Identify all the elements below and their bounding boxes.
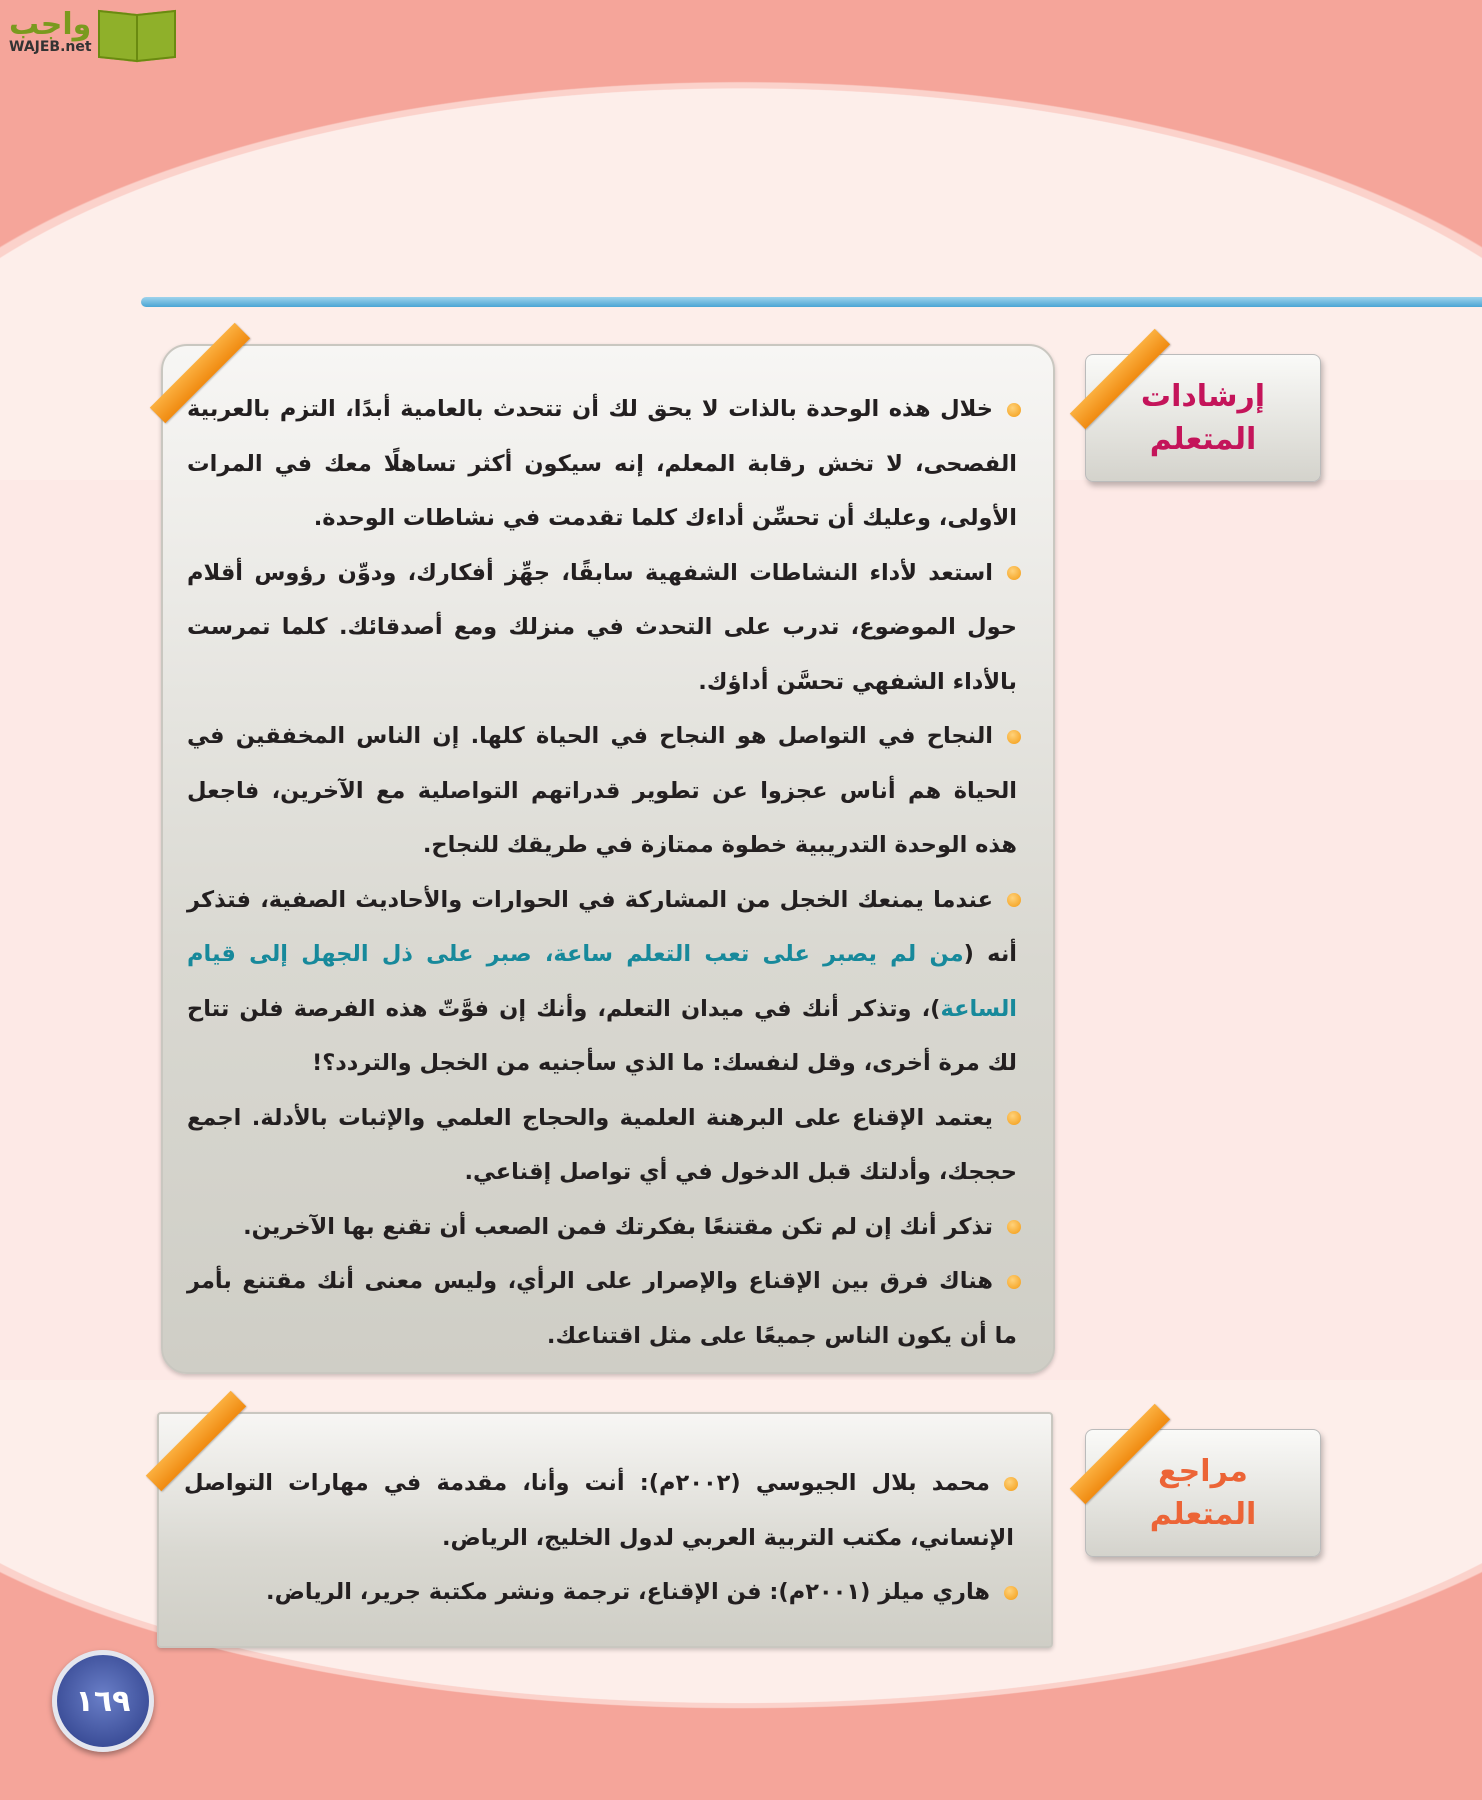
bullet-icon (1007, 1220, 1021, 1234)
list-item: يعتمد الإقناع على البرهنة العلمية والحجاج العلمي والإثبات بالأدلة. اجمع حججك، وأدلتك قبل الدخول في أي تواصل إقناعي. (187, 1091, 1017, 1200)
list-item: استعد لأداء النشاطات الشفهية سابقًا، جهِّز أفكارك، ودوِّن رؤوس أقلام حول الموضوع، تدرب على التحدث في منزلك ومع أصدقائك. كلما تمرست بالأداء الشفهي تحسَّن أداؤك. (187, 546, 1017, 710)
references-label-line2: المتعلم (1149, 1497, 1257, 1532)
quote-text: من لم يصبر على تعب التعلم ساعة، صبر على ذل الجهل إلى قيام الساعة (187, 941, 1017, 1022)
list-item: محمد بلال الجيوسي (٢٠٠٢م): أنت وأنا، مقدمة في مهارات التواصل الإنساني، مكتب التربية العربي لدول الخليج، الرياض. (184, 1456, 1014, 1565)
references-label-line1: مراجع (1158, 1453, 1248, 1489)
bullet-icon (1007, 730, 1021, 744)
logo-arabic: واجب (9, 7, 92, 42)
list-item: تذكر أنك إن لم تكن مقتنعًا بفكرتك فمن الصعب أن تقنع بها الآخرين. (187, 1200, 1017, 1255)
guidance-list (187, 382, 1017, 1363)
bullet-icon (1004, 1586, 1018, 1600)
bullet-icon (1004, 1477, 1018, 1491)
bullet-icon (1007, 566, 1021, 580)
wajeb-logo[interactable] (9, 6, 176, 58)
guidance-label-line1: إرشادات (1140, 378, 1266, 414)
list-item: النجاح في التواصل هو النجاح في الحياة كلها. إن الناس المخفقين في الحياة هم أناس عجزوا عن تطوير قدراتهم التواصلية مع الآخرين، فاجعل هذه الوحدة التدريبية خطوة ممتازة في طريقك للنجاح. (187, 709, 1017, 873)
bullet-icon (1007, 1111, 1021, 1125)
bullet-icon (1007, 403, 1021, 417)
logo-latin: WAJEB.net (9, 39, 92, 55)
list-item: هناك فرق بين الإقناع والإصرار على الرأي، وليس معنى أنك مقتنع بأمر ما أن يكون الناس جميعًا على مثل اقتناعك. (187, 1254, 1017, 1363)
bullet-icon (1007, 1275, 1021, 1289)
bullet-icon (1007, 893, 1021, 907)
list-item: هاري ميلز (٢٠٠١م): فن الإقناع، ترجمة ونشر مكتبة جرير، الرياض. (184, 1565, 1014, 1620)
list-item: عندما يمنعك الخجل من المشاركة في الحوارات والأحاديث الصفية، فتذكر أنه (من لم يصبر على تعب التعلم ساعة، صبر على ذل الجهل إلى قيام الساعة)، وتذكر أنك في ميدان التعلم، وأنك إن فوَّتّ هذه الفرصة فلن تتاح لك مرة أخرى، وقل لنفسك: ما الذي سأجنيه من الخجل والتردد؟! (187, 873, 1017, 1091)
page-number: ١٦٩ (52, 1650, 154, 1752)
list-item: خلال هذه الوحدة بالذات لا يحق لك أن تتحدث بالعامية أبدًا، التزم بالعربية الفصحى، لا تخش رقابة المعلم، إنه سيكون أكثر تساهلًا معك في المرات الأولى، وعليك أن تحسِّن أداءك كلما تقدمت في نشاطات الوحدة. (187, 382, 1017, 546)
references-list (184, 1456, 1014, 1620)
divider-line (141, 297, 1482, 307)
book-icon (98, 6, 176, 58)
guidance-label-line2: المتعلم (1149, 422, 1257, 457)
